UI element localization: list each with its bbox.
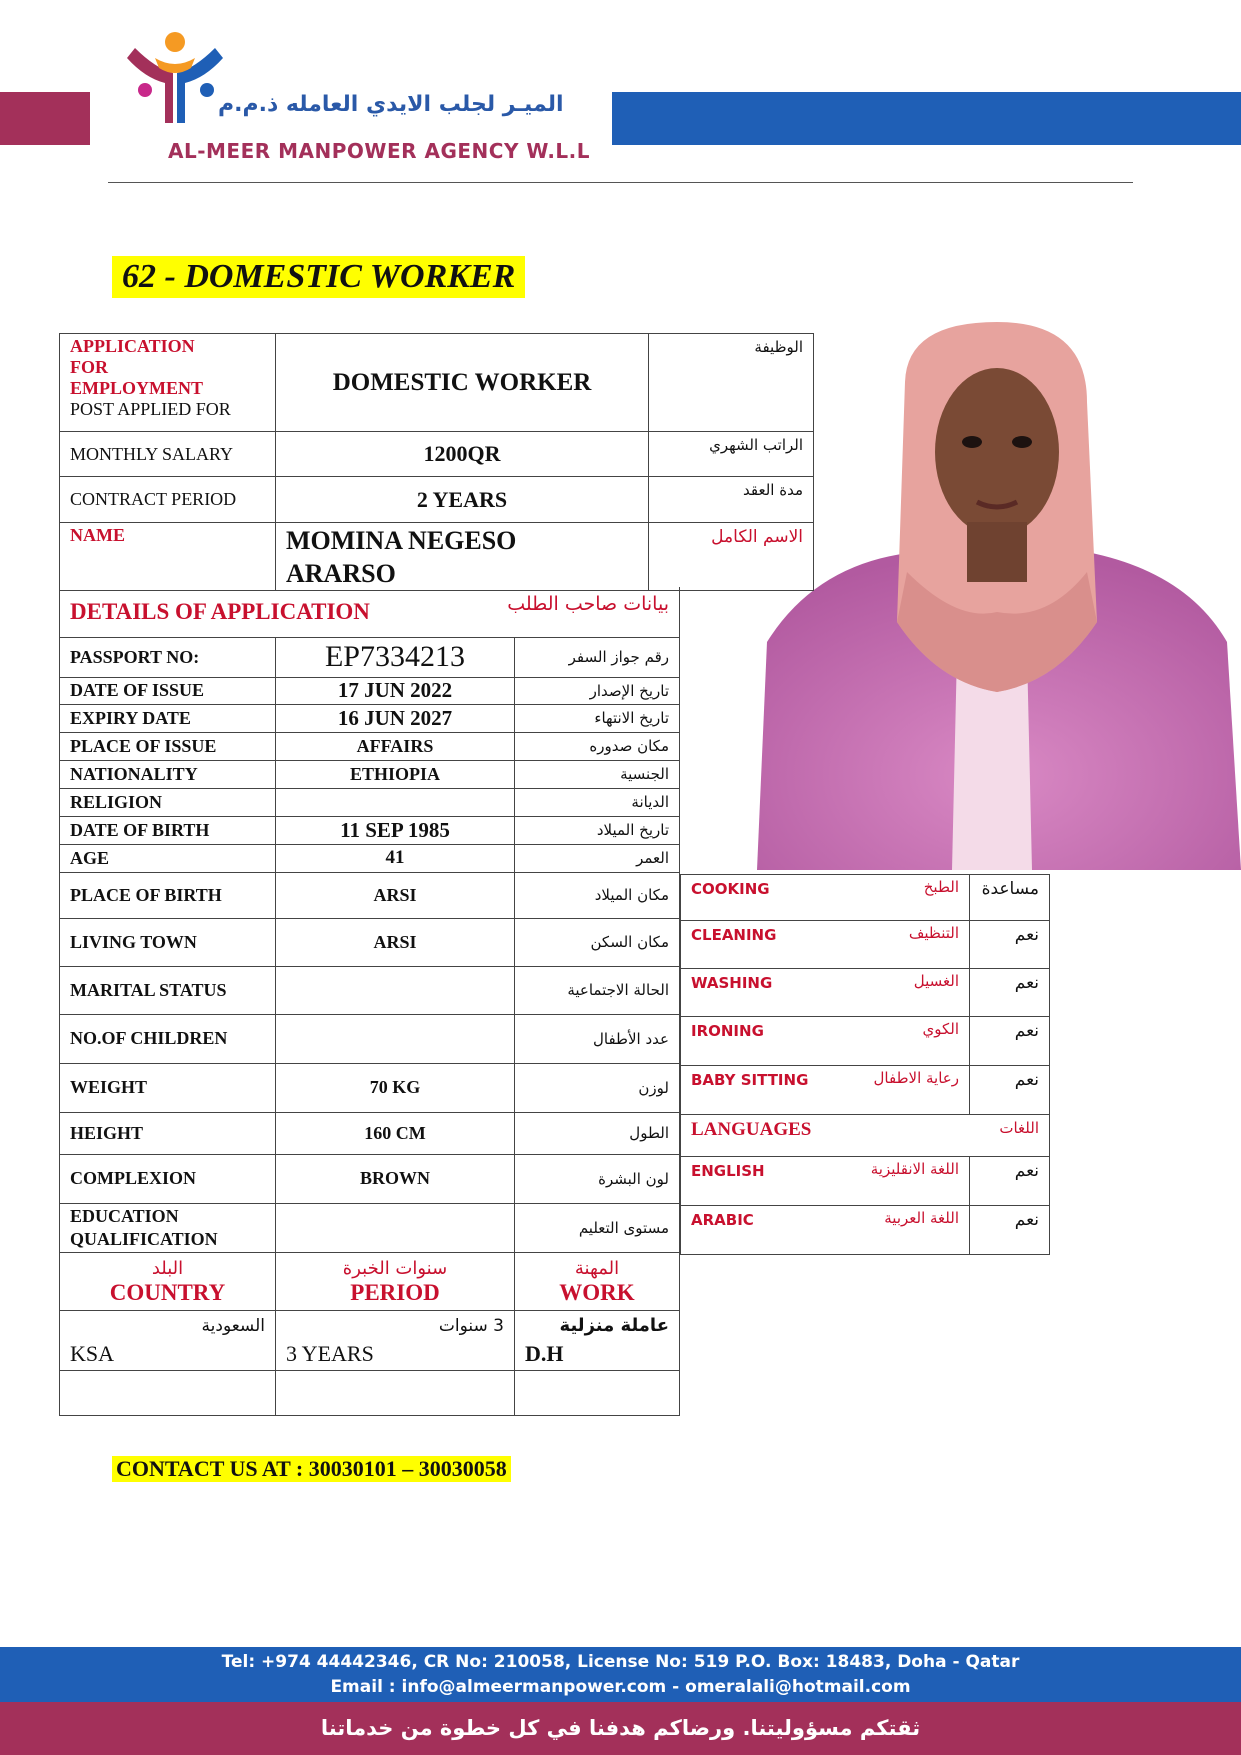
height-value: 160 CM — [276, 1112, 515, 1154]
logo-arabic-text: الميـر لجلب الايدي العامله ذ.م.م — [218, 92, 564, 117]
skill-cleaning-cell — [681, 921, 970, 969]
nationality-ar: الجنسية — [515, 760, 680, 788]
period-header-cell — [276, 1252, 515, 1310]
skill-babysitting-ar: رعاية الاطفال — [873, 1069, 959, 1087]
empty-cell — [60, 1370, 276, 1415]
contract-value: 2 YEARS — [276, 477, 649, 523]
work-value-ar: عاملة منزلية — [559, 1315, 669, 1336]
country-value: KSA — [70, 1341, 115, 1366]
living-town-ar: مكان السكن — [515, 918, 680, 966]
skill-washing-en: WASHING — [691, 974, 773, 992]
skill-cooking-en: COOKING — [691, 880, 770, 898]
skill-cleaning-ar: التنظيف — [908, 924, 959, 942]
religion-ar: الديانة — [515, 788, 680, 816]
post-applied-value: DOMESTIC WORKER — [276, 334, 649, 432]
languages-heading-ar: اللغات — [999, 1119, 1039, 1137]
age-ar: العمر — [515, 844, 680, 872]
skill-babysitting-cell — [681, 1066, 970, 1115]
contract-ar: مدة العقد — [649, 477, 814, 523]
education-label-1: EDUCATION — [70, 1205, 179, 1226]
complexion-value: BROWN — [276, 1154, 515, 1203]
issue-date-ar: تاريخ الإصدار — [515, 677, 680, 704]
application-table — [59, 333, 814, 591]
living-town-value: ARSI — [276, 918, 515, 966]
issue-date-value: 17 JUN 2022 — [276, 677, 515, 704]
weight-ar: لوزن — [515, 1063, 680, 1112]
complexion-label: COMPLEXION — [60, 1154, 276, 1203]
marital-status-ar: الحالة الاجتماعية — [515, 966, 680, 1014]
place-of-birth-label: PLACE OF BIRTH — [60, 872, 276, 918]
skill-washing-level: نعم — [970, 969, 1050, 1017]
skill-ironing-cell — [681, 1017, 970, 1066]
application-label-1: APPLICATION — [70, 336, 195, 356]
skill-ironing-en: IRONING — [691, 1022, 764, 1040]
details-heading: DETAILS OF APPLICATION — [70, 598, 370, 624]
place-of-issue-ar: مكان صدوره — [515, 732, 680, 760]
religion-value — [276, 788, 515, 816]
application-label-2: FOR — [70, 357, 108, 377]
empty-cell — [276, 1370, 515, 1415]
applicant-photo — [757, 322, 1241, 870]
height-ar: الطول — [515, 1112, 680, 1154]
period-header-ar: سنوات الخبرة — [342, 1258, 448, 1279]
post-applied-label-cell — [60, 334, 276, 432]
passport-value: EP7334213 — [276, 637, 515, 677]
skill-cleaning-en: CLEANING — [691, 926, 777, 944]
lang-english-level: نعم — [970, 1157, 1050, 1206]
lang-arabic-en: ARABIC — [691, 1211, 754, 1229]
name-ar: الاسم الكامل — [649, 523, 814, 591]
name-value-cell — [276, 523, 649, 591]
footer-line-2: Email : info@almeermanpower.com - omeralali@hotmail.com — [330, 1677, 911, 1697]
name-label: NAME — [60, 523, 276, 591]
footer-line-1: Tel: +974 44442346, CR No: 210058, License No: 519 P.O. Box: 18483, Doha - Qatar — [221, 1652, 1020, 1672]
skill-cooking-ar: الطبخ — [923, 878, 959, 896]
work-header: WORK — [559, 1280, 635, 1305]
education-ar: مستوى التعليم — [515, 1203, 680, 1252]
work-header-ar: المهنة — [574, 1258, 620, 1279]
place-of-birth-value: ARSI — [276, 872, 515, 918]
skill-cooking-cell — [681, 875, 970, 921]
skill-babysitting-en: BABY SITTING — [691, 1071, 809, 1089]
passport-ar: رقم جواز السفر — [515, 637, 680, 677]
country-header-ar: البلد — [151, 1258, 184, 1279]
living-town-label: LIVING TOWN — [60, 918, 276, 966]
period-header: PERIOD — [350, 1280, 440, 1305]
skill-washing-cell — [681, 969, 970, 1017]
period-value-ar: 3 سنوات — [438, 1316, 504, 1336]
languages-heading-cell — [681, 1115, 1050, 1157]
footer-slogan: ثقتكم مسؤوليتنا. ورضاكم هدفنا في كل خطوة من خدماتنا — [0, 1702, 1241, 1755]
header-band-right — [612, 92, 1241, 145]
post-applied-ar: الوظيفة — [649, 334, 814, 432]
lang-arabic-cell — [681, 1206, 970, 1255]
passport-label: PASSPORT NO: — [60, 637, 276, 677]
salary-value: 1200QR — [276, 432, 649, 477]
job-title: 62 - DOMESTIC WORKER — [112, 256, 525, 298]
weight-label: WEIGHT — [60, 1063, 276, 1112]
post-applied-label: POST APPLIED FOR — [70, 399, 231, 419]
agency-logo-icon — [115, 28, 235, 128]
education-label-cell — [60, 1203, 276, 1252]
age-label: AGE — [60, 844, 276, 872]
work-value-cell — [515, 1310, 680, 1370]
footer-info — [0, 1647, 1241, 1702]
period-value: 3 YEARS — [286, 1341, 374, 1366]
expiry-date-label: EXPIRY DATE — [60, 704, 276, 732]
issue-date-label: DATE OF ISSUE — [60, 677, 276, 704]
work-header-cell — [515, 1252, 680, 1310]
marital-status-value — [276, 966, 515, 1014]
skill-ironing-ar: الكوي — [922, 1020, 959, 1038]
skill-washing-ar: الغسيل — [913, 972, 959, 990]
salary-label: MONTHLY SALARY — [60, 432, 276, 477]
lang-english-ar: اللغة الانقليزية — [870, 1160, 959, 1178]
skill-ironing-level: نعم — [970, 1017, 1050, 1066]
contract-label: CONTRACT PERIOD — [60, 477, 276, 523]
dob-label: DATE OF BIRTH — [60, 816, 276, 844]
application-label-3: EMPLOYMENT — [70, 378, 203, 398]
nationality-label: NATIONALITY — [60, 760, 276, 788]
place-of-birth-ar: مكان الميلاد — [515, 872, 680, 918]
children-value — [276, 1014, 515, 1063]
complexion-ar: لون البشرة — [515, 1154, 680, 1203]
children-label: NO.OF CHILDREN — [60, 1014, 276, 1063]
country-header: COUNTRY — [109, 1280, 226, 1305]
education-label-2: QUALIFICATION — [70, 1228, 218, 1249]
place-of-issue-label: PLACE OF ISSUE — [60, 732, 276, 760]
details-table — [59, 587, 680, 1416]
skill-cleaning-level: نعم — [970, 921, 1050, 969]
lang-english-cell — [681, 1157, 970, 1206]
height-label: HEIGHT — [60, 1112, 276, 1154]
details-heading-cell — [60, 587, 680, 637]
lang-english-en: ENGLISH — [691, 1162, 765, 1180]
skills-table — [680, 874, 1050, 1255]
expiry-date-value: 16 JUN 2027 — [276, 704, 515, 732]
lang-arabic-level: نعم — [970, 1206, 1050, 1255]
details-heading-ar: بيانات صاحب الطلب — [507, 593, 669, 615]
lang-arabic-ar: اللغة العربية — [884, 1209, 959, 1227]
logo-english-text: AL-MEER MANPOWER AGENCY W.L.L — [168, 139, 591, 163]
name-value-2: ARARSO — [286, 558, 396, 588]
dob-value: 11 SEP 1985 — [276, 816, 515, 844]
age-value: 41 — [276, 844, 515, 872]
header-divider — [108, 182, 1133, 183]
religion-label: RELIGION — [60, 788, 276, 816]
languages-heading: LANGUAGES — [691, 1119, 812, 1140]
period-value-cell — [276, 1310, 515, 1370]
salary-ar: الراتب الشهري — [649, 432, 814, 477]
contact-line: CONTACT US AT : 30030101 – 30030058 — [112, 1456, 511, 1482]
expiry-date-ar: تاريخ الانتهاء — [515, 704, 680, 732]
work-value: D.H — [525, 1341, 564, 1366]
header-band-left — [0, 92, 90, 145]
country-value-ar: السعودية — [201, 1316, 265, 1336]
marital-status-label: MARITAL STATUS — [60, 966, 276, 1014]
place-of-issue-value: AFFAIRS — [276, 732, 515, 760]
skill-babysitting-level: نعم — [970, 1066, 1050, 1115]
empty-cell — [515, 1370, 680, 1415]
nationality-value: ETHIOPIA — [276, 760, 515, 788]
education-value — [276, 1203, 515, 1252]
country-value-cell — [60, 1310, 276, 1370]
weight-value: 70 KG — [276, 1063, 515, 1112]
country-header-cell — [60, 1252, 276, 1310]
name-value-1: MOMINA NEGESO — [286, 525, 517, 555]
children-ar: عدد الأطفال — [515, 1014, 680, 1063]
skill-cooking-level: مساعدة — [970, 875, 1050, 921]
dob-ar: تاريخ الميلاد — [515, 816, 680, 844]
